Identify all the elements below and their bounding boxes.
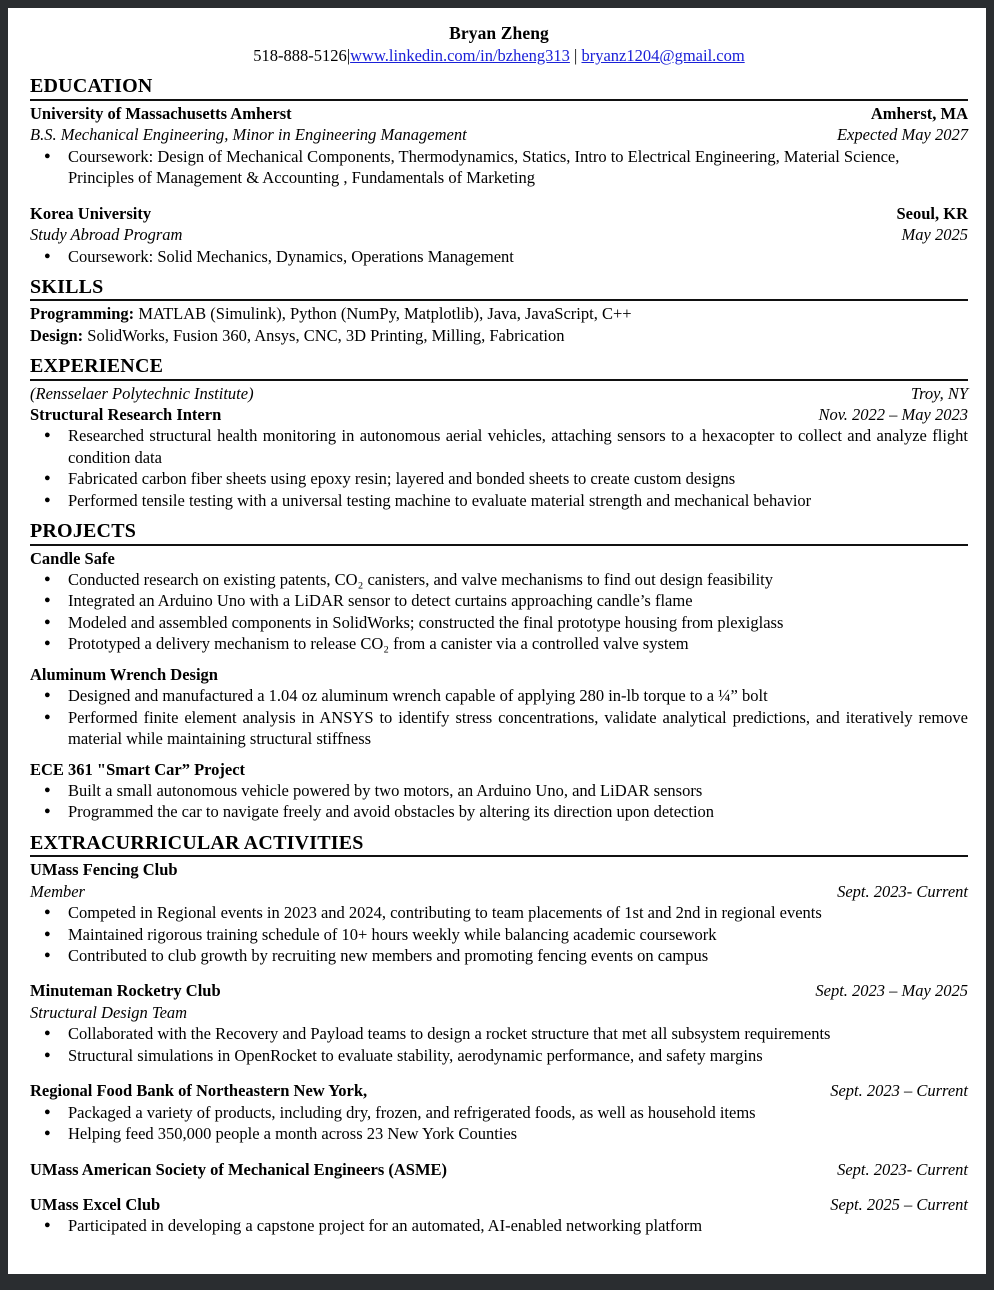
section-title-experience: EXPERIENCE <box>30 355 164 378</box>
activity-bullets <box>30 1215 968 1236</box>
spacer <box>30 655 968 664</box>
list-item: ● Helping feed 350,000 people a month across 23 New York Counties <box>30 1123 968 1144</box>
project-entry <box>30 664 968 750</box>
activity-entry-header <box>30 1194 968 1215</box>
spacer <box>30 189 968 203</box>
spacer <box>30 1180 968 1194</box>
school-location: Seoul, KR <box>896 203 968 223</box>
list-item: ● Performed finite element analysis in ANSYS to identify stress concentrations, validate analytical predictions, and iteratively remove material while maintaining structural stiffness <box>30 707 968 750</box>
skill-value: SolidWorks, Fusion 360, Ansys, CNC, 3D Printing, Milling, Fabrication <box>83 325 565 345</box>
contact-separator-1: | <box>346 46 351 66</box>
activity-entry <box>30 859 968 966</box>
activity-dates: Sept. 2025 – Current <box>830 1194 968 1214</box>
activity-name: UMass Excel Club <box>30 1194 161 1214</box>
activity-role: Structural Design Team <box>30 1002 188 1022</box>
activity-entry-header <box>30 1159 968 1180</box>
activity-role-dates: Sept. 2023- Current <box>837 881 968 901</box>
skill-line-programming <box>30 303 968 324</box>
experience-entry <box>30 383 968 512</box>
job-title: Structural Research Intern <box>30 405 222 425</box>
employer-name: (Rensselaer Polytechnic Institute) <box>30 383 254 403</box>
project-name: Candle Safe <box>30 548 115 568</box>
section-rule-education <box>30 99 968 101</box>
employer-location: Troy, NY <box>910 383 968 403</box>
list-item: ● Prototyped a delivery mechanism to release CO₂ from a canister via a controlled valve system <box>30 633 968 654</box>
candidate-name: Bryan Zheng <box>449 23 549 43</box>
section-title-extracurricular: EXTRACURRICULAR ACTIVITIES <box>30 831 364 854</box>
activity-entry <box>30 1194 968 1237</box>
activity-bullets <box>30 1023 968 1066</box>
program-date: May 2025 <box>901 225 968 245</box>
school-location: Amherst, MA <box>870 103 968 123</box>
activity-dates: Sept. 2023 – May 2025 <box>815 981 968 1001</box>
activity-role: Member <box>30 881 85 901</box>
section-rule-skills <box>30 299 968 301</box>
spacer <box>30 750 968 759</box>
section-rule-projects <box>30 544 968 546</box>
section-experience <box>30 355 968 511</box>
list-item: ● Contributed to club growth by recruiting new members and promoting fencing events on campus <box>30 945 968 966</box>
activity-name: Minuteman Rocketry Club <box>30 981 221 1001</box>
contact-line <box>30 45 968 66</box>
list-item: ● Coursework: Solid Mechanics, Dynamics, Operations Management <box>30 246 968 267</box>
skill-label: Design: <box>30 325 84 345</box>
list-item: ● Collaborated with the Recovery and Payload teams to design a rocket structure that met all subsystem requirements <box>30 1023 968 1044</box>
education-entry-subheader <box>30 224 968 245</box>
activity-entry <box>30 1080 968 1144</box>
list-item: ● Researched structural health monitoring in autonomous aerial vehicles, attaching sensors to a hexacopter to collect and analyze flight condition data <box>30 425 968 468</box>
list-item: ● Participated in developing a capstone project for an automated, AI-enabled networking platform <box>30 1215 968 1236</box>
skill-line-design <box>30 325 968 346</box>
activity-bullets <box>30 1102 968 1145</box>
activity-name: UMass American Society of Mechanical Engineers (ASME) <box>30 1159 448 1179</box>
list-item: ● Coursework: Design of Mechanical Components, Thermodynamics, Statics, Intro to Electrical Engineering, Material Science, Principles of Management & Accounting , Fundamentals of Marketing <box>30 146 968 189</box>
section-title-education: EDUCATION <box>30 75 153 98</box>
program-title: Study Abroad Program <box>30 225 183 245</box>
activity-entry-subheader <box>30 881 968 902</box>
activity-name: UMass Fencing Club <box>30 860 178 880</box>
project-bullets <box>30 685 968 749</box>
section-projects <box>30 520 968 823</box>
project-name: ECE 361 "Smart Car” Project <box>30 759 246 779</box>
education-bullets <box>30 246 968 267</box>
job-dates: Nov. 2022 – May 2023 <box>818 405 968 425</box>
school-name: Korea University <box>30 203 152 223</box>
activity-dates: Sept. 2023- Current <box>837 1159 968 1179</box>
section-extracurricular <box>30 832 968 1237</box>
list-item: ● Fabricated carbon fiber sheets using epoxy resin; layered and bonded sheets to create custom designs <box>30 468 968 489</box>
section-rule-extracurricular <box>30 855 968 857</box>
list-item: ● Programmed the car to navigate freely and avoid obstacles by altering its direction upon detection <box>30 801 968 822</box>
project-name: Aluminum Wrench Design <box>30 664 218 684</box>
spacer <box>30 1145 968 1159</box>
list-item: ● Integrated an Arduino Uno with a LiDAR sensor to detect curtains approaching candle’s flame <box>30 590 968 611</box>
section-rule-experience <box>30 379 968 381</box>
resume-header <box>30 22 968 66</box>
list-item: ● Performed tensile testing with a universal testing machine to evaluate material strength and mechanical behavior <box>30 490 968 511</box>
activity-entry-header <box>30 980 968 1001</box>
spacer <box>30 1066 968 1080</box>
email-link[interactable]: bryanz1204@gmail.com <box>581 46 745 66</box>
activity-dates: Sept. 2023 – Current <box>830 1081 968 1101</box>
list-item: ● Competed in Regional events in 2023 and 2024, contributing to team placements of 1st and 2nd in regional events <box>30 902 968 923</box>
education-entry <box>30 203 968 267</box>
experience-entry-header <box>30 383 968 404</box>
education-entry <box>30 103 968 189</box>
list-item: ● Maintained rigorous training schedule of 10+ hours weekly while balancing academic coursework <box>30 924 968 945</box>
skill-label: Programming: <box>30 304 135 324</box>
degree-title: B.S. Mechanical Engineering, Minor in Engineering Management <box>30 125 467 145</box>
experience-entry-subheader <box>30 404 968 425</box>
education-entry-header <box>30 103 968 124</box>
section-title-projects: PROJECTS <box>30 520 137 543</box>
phone-number: 518-888-5126 <box>253 46 347 66</box>
project-bullets <box>30 780 968 823</box>
list-item: ● Conducted research on existing patents, CO₂ canisters, and valve mechanisms to find out design feasibility <box>30 569 968 590</box>
activity-entry-header <box>30 1080 968 1101</box>
section-education <box>30 75 968 266</box>
section-title-skills: SKILLS <box>30 275 104 298</box>
linkedin-link[interactable]: www.linkedin.com/in/bzheng313 <box>350 46 570 66</box>
education-entry-subheader <box>30 124 968 145</box>
list-item: ● Structural simulations in OpenRocket to evaluate stability, aerodynamic performance, and safety margins <box>30 1045 968 1066</box>
section-skills <box>30 276 968 346</box>
school-name: University of Massachusetts Amherst <box>30 103 292 123</box>
activity-entry <box>30 1159 968 1180</box>
list-item: ● Built a small autonomous vehicle powered by two motors, an Arduino Uno, and LiDAR sensors <box>30 780 968 801</box>
project-bullets <box>30 569 968 655</box>
education-bullets <box>30 146 968 189</box>
activity-entry <box>30 980 968 1066</box>
project-entry <box>30 759 968 823</box>
skill-value: MATLAB (Simulink), Python (NumPy, Matplotlib), Java, JavaScript, C++ <box>134 304 632 324</box>
project-entry <box>30 548 968 655</box>
activity-entry-subheader <box>30 1002 968 1023</box>
experience-bullets <box>30 425 968 511</box>
education-entry-header <box>30 203 968 224</box>
contact-separator-2: | <box>574 46 578 66</box>
activity-entry-header <box>30 859 968 880</box>
list-item: ● Packaged a variety of products, including dry, frozen, and refrigerated foods, as well as household items <box>30 1102 968 1123</box>
activity-bullets <box>30 902 968 966</box>
activity-name: Regional Food Bank of Northeastern New York, <box>30 1081 368 1101</box>
list-item: ● Designed and manufactured a 1.04 oz aluminum wrench capable of applying 280 in-lb torque to a ¼” bolt <box>30 685 968 706</box>
list-item: ● Modeled and assembled components in SolidWorks; constructed the final prototype housing from plexiglass <box>30 612 968 633</box>
resume-page <box>8 8 986 1274</box>
graduation-date: Expected May 2027 <box>836 125 968 145</box>
spacer <box>30 966 968 980</box>
